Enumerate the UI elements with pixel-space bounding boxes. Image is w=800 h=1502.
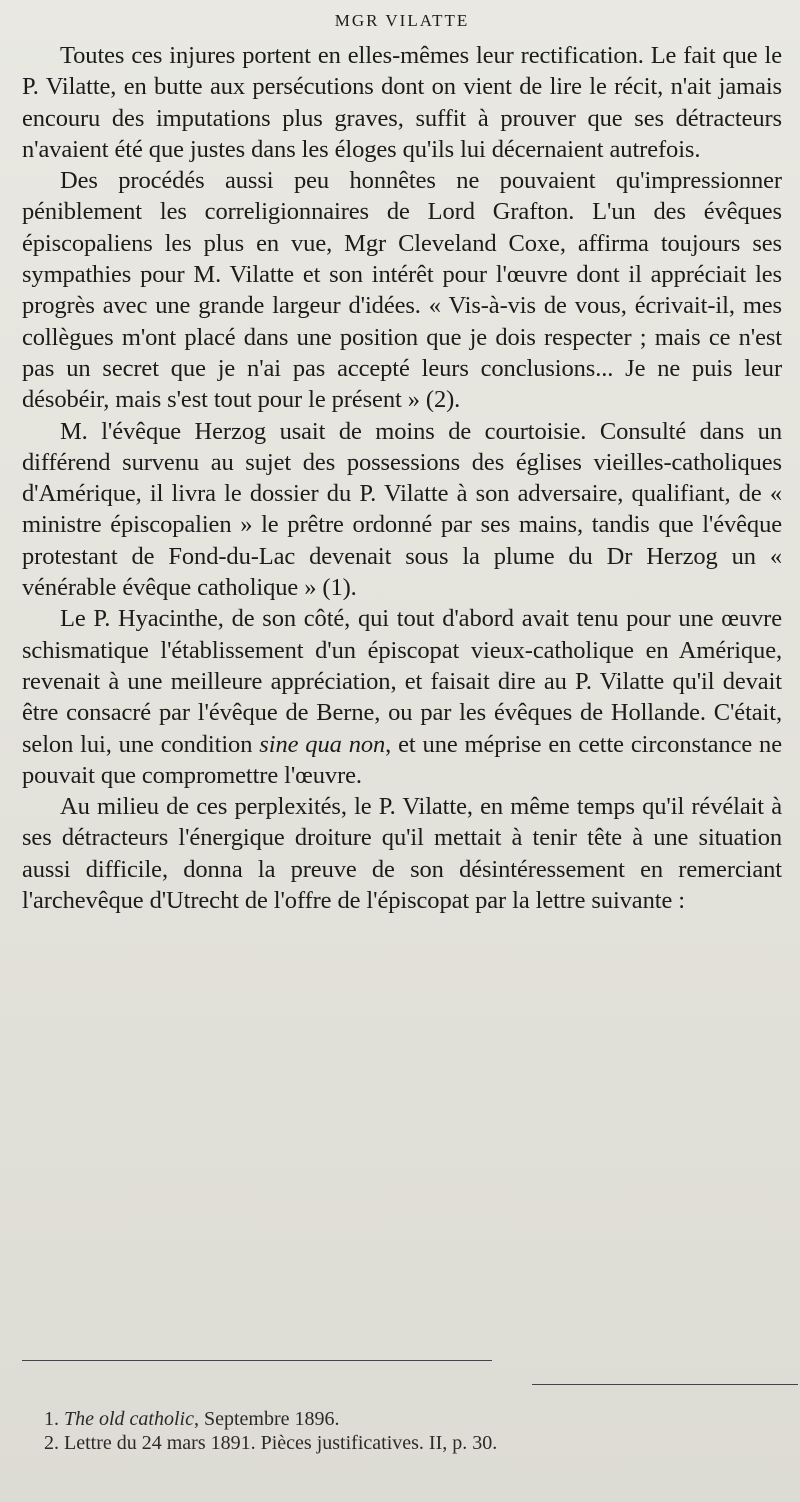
body-text [22, 40, 782, 916]
paragraph-3: M. l'évêque Herzog usait de moins de courtoisie. Consulté dans un différend survenu au sujet des possessions des églises vieilles-catholiques d'Amérique, il livra le dossier du P. Vilatte à son adversaire, qualifiant, de « ministre épiscopalien » le prêtre ordonné par ses mains, tandis que l'évêque protestant de Fond-du-Lac devenait sous la plume du Dr Herzog un « vénérable évêque catholique » (1). [22, 417, 782, 602]
paragraph-2: Des procédés aussi peu honnêtes ne pouvaient qu'impressionner péniblement les correligionnaires de Lord Grafton. L'un des évêques épiscopaliens les plus en vue, Mgr Cleveland Coxe, affirma toujours ses sympathies pour M. Vilatte et son intérêt pour l'œuvre dont il appréciait les progrès avec une grande largeur d'idées. « Vis-à-vis de vous, écrivait-il, mes collègues m'ont placé dans une position que je dois respecter ; mais ce n'est pas un secret que je n'ai pas accepté leurs conclusions... Je ne puis leur désobéir, mais s'est tout pour le présent » (2). [22, 167, 782, 414]
footnotes [44, 1407, 497, 1455]
paragraph-4-italic: sine qua non [259, 730, 386, 758]
footnote-2 [44, 1431, 497, 1455]
paragraph-4 [22, 603, 782, 791]
paragraph-4-text: Le P. Hyacinthe, de son côté, qui tout d'abord avait tenu pour une œuvre schismatique l'établissement d'un épiscopat vieux-catholique en Amérique, revenait à une meilleure appréciation, et faisait dire au P. Vilatte qu'il devait être consacré par l'évêque de Berne, ou par les évêques de Hollande. C'était, selon lui, une condition [22, 605, 782, 758]
running-head: MGR VILATTE [334, 11, 470, 30]
footnote-1 [44, 1407, 497, 1431]
separator-rule-right [532, 1384, 798, 1385]
footnote-italic: The old catholic [64, 1408, 194, 1430]
paragraph-1: Toutes ces injures portent en elles-mêmes leur rectification. Le fait que le P. Vilatte, en butte aux persécutions dont on vient de lire le récit, n'ait jamais encouru des imputations plus graves, suffit à prouver que ses détracteurs n'avaient été que justes dans les éloges qu'ils lui décernaient autrefois. [22, 42, 782, 163]
footnote-number: 1. [44, 1408, 59, 1430]
paragraph-4-end: , et une méprise en cette circonstance ne pouvait que compromettre l'œuvre. [22, 730, 782, 789]
footnote-number: 2. [44, 1432, 59, 1454]
footnote-text: , Septembre 1896. [193, 1408, 340, 1430]
footnote-text: Lettre du 24 mars 1891. Pièces justificatives. II, p. 30. [64, 1432, 498, 1454]
footnote-separator [22, 1356, 782, 1386]
paragraph-5: Au milieu de ces perplexités, le P. Vilatte, en même temps qu'il révélait à ses détracteurs l'énergique droiture qu'il mettait à tenir tête à une situation aussi difficile, donna la preuve de son désintéressement en remerciant l'archevêque d'Utrecht de l'offre de l'épiscopat par la lettre suivante : [22, 793, 782, 915]
separator-rule-left [22, 1360, 492, 1361]
